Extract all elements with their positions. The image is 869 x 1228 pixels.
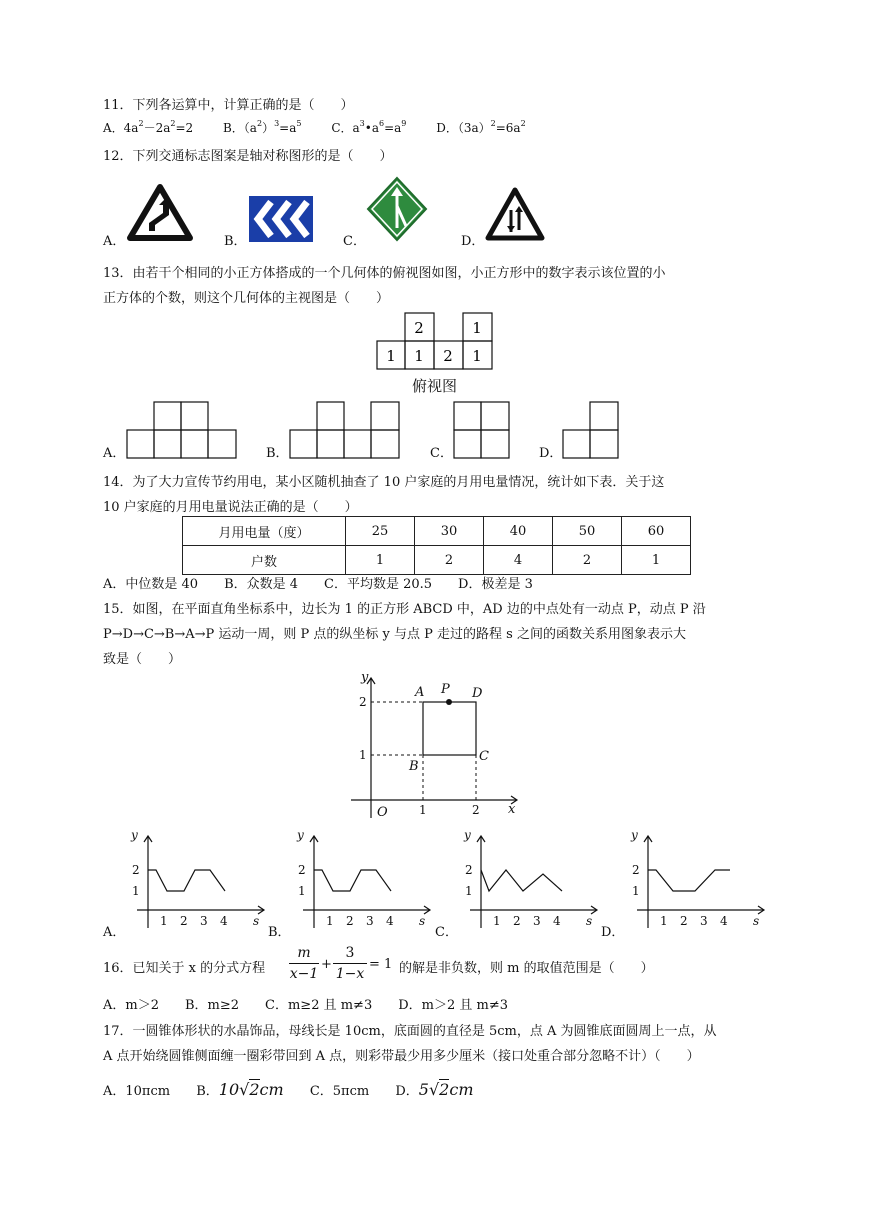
- q12-label-c: C．: [343, 234, 366, 249]
- q15-label-b: B．: [268, 925, 291, 940]
- q12-label-d: D．: [461, 234, 485, 249]
- two-way-traffic-sign-icon: [484, 186, 546, 242]
- q16-fraction-2: [333, 945, 367, 982]
- q13-label-a: A．: [103, 446, 126, 461]
- fig-x-label: x: [508, 802, 516, 817]
- q17-option-d: D．5√2cm: [395, 1080, 474, 1099]
- q13-stem-line2: 正方体的个数，则这个几何体的主视图是（ ）: [103, 291, 390, 306]
- top-view-grid: [376, 312, 496, 370]
- graph-tick-x3: 3: [366, 914, 374, 928]
- table-cell: 2: [553, 546, 622, 575]
- table-cell: 1: [622, 546, 691, 575]
- table-cell: 2: [415, 546, 484, 575]
- fig-tick-y2: 2: [359, 695, 367, 709]
- fig-tick-x2: 2: [472, 803, 480, 817]
- q13-option-c-view: [453, 401, 511, 459]
- q16-fraction-1: [289, 945, 319, 982]
- q16-stem-pre: 16．已知关于 x 的分式方程: [103, 961, 266, 976]
- q17-options: [103, 1080, 474, 1099]
- q16-f1-denominator: x−1: [289, 966, 319, 982]
- q16-equals: = 1: [369, 957, 393, 972]
- graph-tick-y1: 1: [632, 884, 640, 898]
- q14-options: A．中位数是 40 B．众数是 4 C．平均数是 20.5 D．极差是 3: [103, 577, 533, 592]
- graph-tick-x1: 1: [160, 914, 168, 928]
- q16-f1-numerator: m: [297, 945, 311, 961]
- bottom-cell-4: 1: [472, 347, 482, 365]
- q16-f2-numerator: 3: [345, 945, 355, 961]
- graph-tick-x2: 2: [346, 914, 354, 928]
- q12-stem: 12．下列交通标志图案是轴对称图形的是（ ）: [103, 149, 393, 164]
- q15-graph-d: [622, 826, 772, 932]
- q16-options: A．m＞2 B．m≥2 C．m≥2 且 m≠3 D．m＞2 且 m≠3: [103, 998, 508, 1013]
- graph-tick-y1: 1: [298, 884, 306, 898]
- table-row: [183, 517, 691, 546]
- graph-y-label: y: [464, 828, 471, 842]
- q15-stem-line1: 15．如图，在平面直角坐标系中，边长为 1 的正方形 ABCD 中，AD 边的中点处有一动点 P，动点 P 沿: [103, 602, 706, 617]
- bottom-cell-3: 2: [443, 347, 453, 365]
- q12-label-a: A．: [103, 234, 126, 249]
- q13-option-d-view: [562, 401, 620, 459]
- graph-tick-x3: 3: [200, 914, 208, 928]
- table-cell: 1: [346, 546, 415, 575]
- top-view-caption: 俯视图: [412, 377, 458, 395]
- graph-tick-y1: 1: [465, 884, 473, 898]
- fig-point-a: A: [415, 685, 425, 700]
- graph-y-label: y: [631, 828, 638, 842]
- table-cell: 4: [484, 546, 553, 575]
- merge-lane-sign-icon: [366, 176, 428, 242]
- q14-table: [182, 516, 691, 575]
- bottom-cell-2: 1: [414, 347, 424, 365]
- q13-label-d: D．: [539, 446, 563, 461]
- graph-tick-x1: 1: [660, 914, 668, 928]
- warning-sign-reverse-curve-icon: [127, 183, 193, 241]
- q13-option-a-view: [126, 401, 238, 459]
- q11-option-b: B．$(a^2)^3=a^5$: [222, 119, 302, 135]
- bottom-cell-1: 1: [386, 347, 396, 365]
- q14-stem-line2: 10 户家庭的月用电量说法正确的是（ ）: [103, 500, 358, 515]
- graph-s-label: s: [419, 914, 426, 928]
- q13-stem-line1: 13．由若干个相同的小正方体搭成的一个几何体的俯视图如图，小正方形中的数字表示该位置的小: [103, 266, 666, 281]
- q15-graph-a: [122, 826, 272, 932]
- q13-option-b-view: [289, 401, 401, 459]
- q16-stem-post: 的解是非负数，则 m 的取值范围是（ ）: [399, 961, 654, 976]
- q11-option-a: A．$4a^2-2a^2=2$: [103, 119, 194, 135]
- fig-point-c: C: [479, 749, 489, 764]
- top-cell-2: 2: [414, 319, 424, 337]
- q15-graph-b: [288, 826, 438, 932]
- fig-tick-y1: 1: [359, 748, 367, 762]
- graph-tick-x4: 4: [220, 914, 228, 928]
- q13-label-b: B．: [266, 446, 289, 461]
- q17-stem-line2: A 点开始绕圆锥侧面缠一圈彩带回到 A 点，则彩带最少用多少厘米（接口处重合部分忽略不计）（ ）: [103, 1049, 700, 1064]
- graph-tick-y2: 2: [132, 863, 140, 877]
- table-header-cell: 户数: [183, 546, 346, 575]
- graph-s-label: s: [753, 914, 760, 928]
- table-cell: 40: [484, 517, 553, 546]
- fig-y-label: y: [361, 670, 369, 685]
- graph-s-label: s: [253, 914, 260, 928]
- graph-tick-y2: 2: [298, 863, 306, 877]
- q15-label-a: A．: [103, 925, 126, 940]
- graph-tick-x1: 1: [326, 914, 334, 928]
- graph-tick-x2: 2: [180, 914, 188, 928]
- fig-point-p: P: [441, 682, 450, 697]
- q15-stem-line2: P→D→C→B→A→P 运动一周，则 P 点的纵坐标 y 与点 P 走过的路程 s 之间的函数关系用图象表示大: [103, 627, 686, 642]
- graph-tick-y2: 2: [632, 863, 640, 877]
- chevron-alignment-sign-icon: [249, 196, 313, 242]
- graph-tick-y2: 2: [465, 863, 473, 877]
- q17-option-c: C．5πcm: [309, 1084, 370, 1099]
- table-cell: 60: [622, 517, 691, 546]
- fig-tick-x1: 1: [419, 803, 427, 817]
- q15-label-d: D．: [601, 925, 625, 940]
- q13-label-c: C．: [430, 446, 453, 461]
- table-cell: 25: [346, 517, 415, 546]
- graph-tick-x4: 4: [386, 914, 394, 928]
- q15-label-c: C．: [435, 925, 458, 940]
- graph-tick-x3: 3: [533, 914, 541, 928]
- table-row: [183, 546, 691, 575]
- graph-tick-x3: 3: [700, 914, 708, 928]
- graph-tick-x4: 4: [720, 914, 728, 928]
- graph-y-label: y: [297, 828, 304, 842]
- q16-f2-denominator: 1−x: [335, 966, 365, 982]
- table-cell: 30: [415, 517, 484, 546]
- graph-tick-x2: 2: [513, 914, 521, 928]
- q17-stem-line1: 17．一圆锥体形状的水晶饰品，母线长是 10cm，底面圆的直径是 5cm，点 A 为圆锥底面圆周上一点，从: [103, 1024, 717, 1039]
- graph-s-label: s: [586, 914, 593, 928]
- q17-option-b: B．10√2cm: [196, 1080, 284, 1099]
- q11-option-d: D．$(3a)^2=6a^2$: [436, 119, 526, 135]
- q11-stem: 11．下列各运算中，计算正确的是（ ）: [103, 98, 354, 113]
- q16-plus: +: [321, 957, 332, 972]
- q15-coordinate-figure: [345, 668, 525, 820]
- q17-option-a: A．10πcm: [103, 1084, 171, 1099]
- q14-stem-line1: 14．为了大力宣传节约用电，某小区随机抽查了 10 户家庭的月用电量情况，统计如下表．关于这: [103, 475, 665, 490]
- fig-point-d: D: [472, 686, 483, 701]
- q12-label-b: B．: [224, 234, 247, 249]
- graph-tick-x2: 2: [680, 914, 688, 928]
- graph-tick-x4: 4: [553, 914, 561, 928]
- graph-tick-x1: 1: [493, 914, 501, 928]
- graph-tick-y1: 1: [132, 884, 140, 898]
- fig-origin-label: O: [377, 805, 388, 820]
- top-cell-4: 1: [472, 319, 482, 337]
- table-header-cell: 月用电量（度）: [183, 517, 346, 546]
- q15-stem-line3: 致是（ ）: [103, 652, 182, 667]
- graph-y-label: y: [131, 828, 138, 842]
- q11-options: [103, 119, 526, 136]
- fig-point-b: B: [409, 759, 419, 774]
- q15-graph-c: [455, 826, 605, 932]
- q11-option-c: C．$a^3•a^6=a^9$: [331, 119, 407, 135]
- table-cell: 50: [553, 517, 622, 546]
